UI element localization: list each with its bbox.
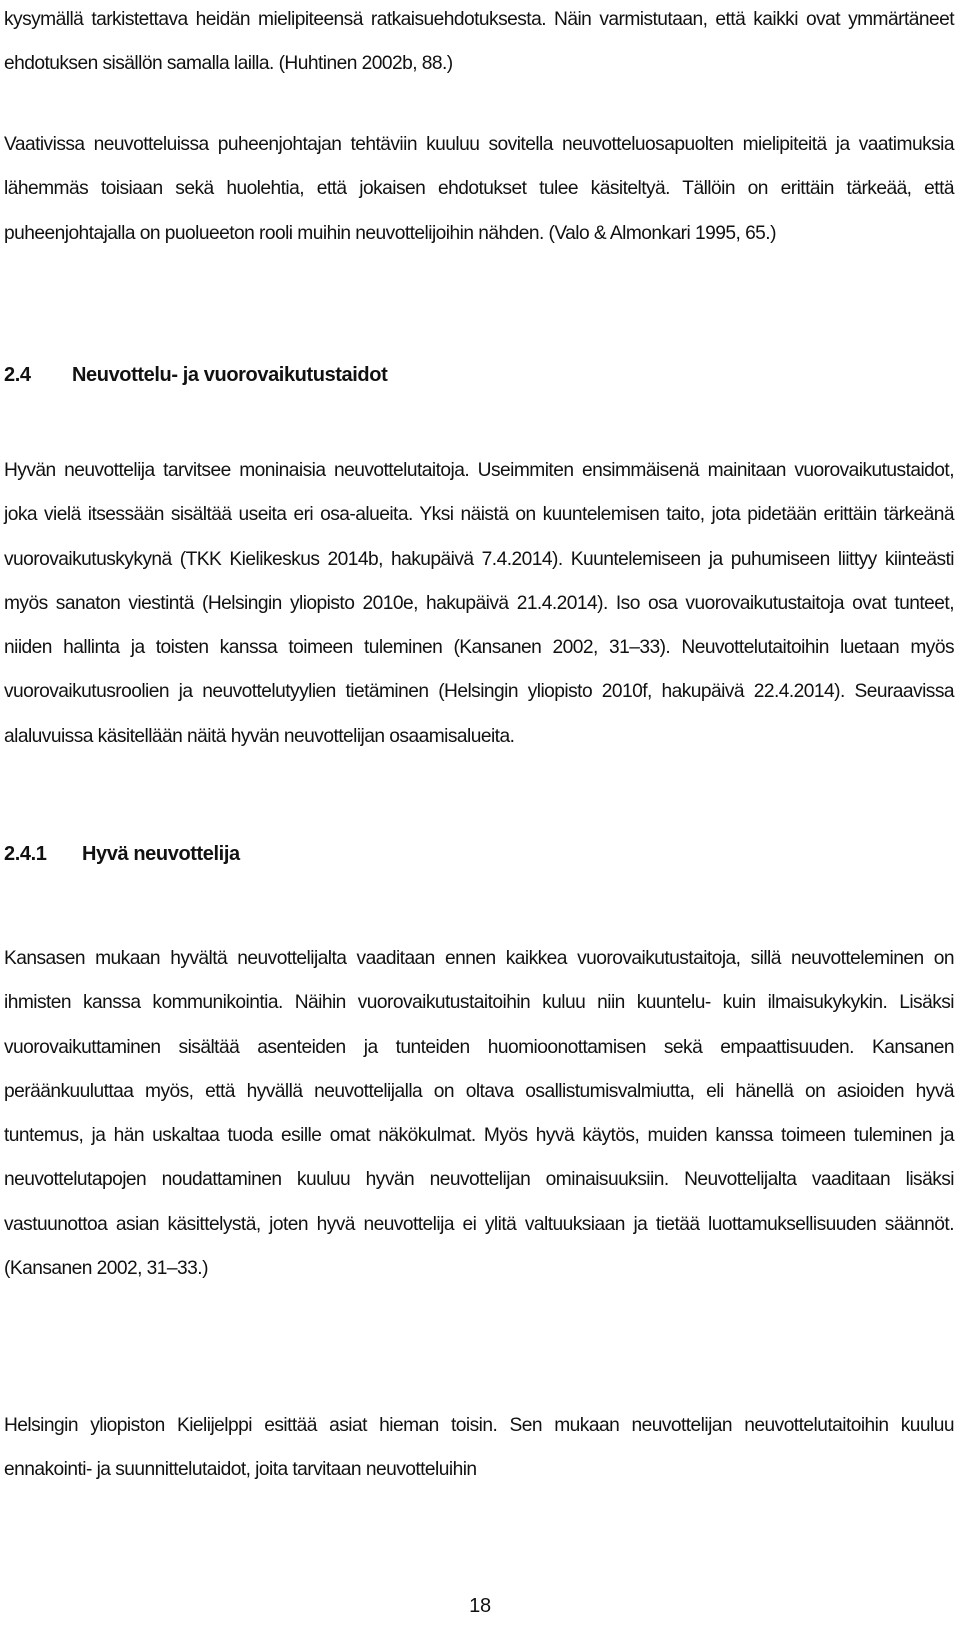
- section-title: Neuvottelu- ja vuorovaikutustaidot: [72, 364, 388, 386]
- section-heading-2-4-1: [4, 843, 240, 866]
- page-number: 18: [469, 1595, 491, 1617]
- subsection-number: 2.4.1: [4, 843, 47, 865]
- section-heading-2-4: [4, 364, 387, 387]
- paragraph-kielijelppi: Helsingin yliopiston Kielijelppi esittää asiat hieman toisin. Sen mukaan neuvottelijan neuvottelutaitoihin kuuluu ennakointi- ja suunnittelutaidot, joita tarvitaan neuvotteluihin: [4, 1415, 954, 1481]
- section-number: 2.4: [4, 364, 31, 386]
- paragraph-intro-continuation: kysymällä tarkistettava heidän mielipiteensä ratkaisuehdotuksesta. Näin varmistutaan, että kaikki ovat ymmärtäneet ehdotuksen sisällön samalla lailla. (Huhtinen 2002b, 88.): [4, 9, 954, 75]
- paragraph-kansanen: Kansasen mukaan hyvältä neuvottelijalta vaaditaan ennen kaikkea vuorovaikutustaitoja, sillä neuvotteleminen on ihmisten kanssa kommunikointia. Näihin vuorovaikutustaitoihin kuluu niin kuuntelu- kuin ilmaisukykykin. Lisäksi vuorovaikuttaminen sisältää asenteiden ja tunteiden huomioonottamisen sekä empaattisuuden. Kansanen peräänkuuluttaa myös, että hyvällä neuvottelijalla on oltava osallistumisvalmiutta, eli hänellä on asioiden hyvä tuntemus, ja hän uskaltaa tuoda esille omat näkökulmat. Myös hyvä käytös, muiden kanssa toimeen tuleminen ja neuvottelutapojen noudattaminen kuuluu hyvän neuvottelijan ominaisuuksiin. Neuvottelijalta vaaditaan lisäksi vastuunottoa asian käsittelystä, joten hyvä neuvottelija ei ylitä valtuuksiaan ja tietää luottamuksellisuuden säännöt. (Kansanen 2002, 31–33.): [4, 948, 954, 1280]
- paragraph-chair-role: Vaativissa neuvotteluissa puheenjohtajan tehtäviin kuuluu sovitella neuvotteluosapuolten mielipiteitä ja vaatimuksia lähemmäs toisiaan sekä huolehtia, että jokaisen ehdotukset tulee käsiteltyä. Tällöin on erittäin tärkeää, että puheenjohtajalla on puolueeton rooli muihin neuvottelijoihin nähden. (Valo & Almonkari 1995, 65.): [4, 134, 954, 244]
- paragraph-negotiation-skills: Hyvän neuvottelija tarvitsee moninaisia neuvottelutaitoja. Useimmiten ensimmäisenä mainitaan vuorovaikutustaidot, joka vielä itsessään sisältää useita eri osa-alueita. Yksi näistä on kuuntelemisen taito, jota pidetään erittäin tärkeänä vuorovaikutuskykynä (TKK Kielikeskus 2014b, hakupäivä 7.4.2014). Kuuntelemiseen ja puhumiseen liittyy kiinteästi myös sanaton viestintä (Helsingin yliopisto 2010e, hakupäivä 21.4.2014). Iso osa vuorovaikutustaitoja ovat tunteet, niiden hallinta ja toisten kanssa toimeen tuleminen (Kansanen 2002, 31–33). Neuvottelutaitoihin luetaan myös vuorovaikutusroolien ja neuvottelutyylien tietäminen (Helsingin yliopisto 2010f, hakupäivä 22.4.2014). Seuraavissa alaluvuissa käsitellään näitä hyvän neuvottelijan osaamisalueita.: [4, 460, 954, 747]
- subsection-title: Hyvä neuvottelija: [82, 843, 240, 865]
